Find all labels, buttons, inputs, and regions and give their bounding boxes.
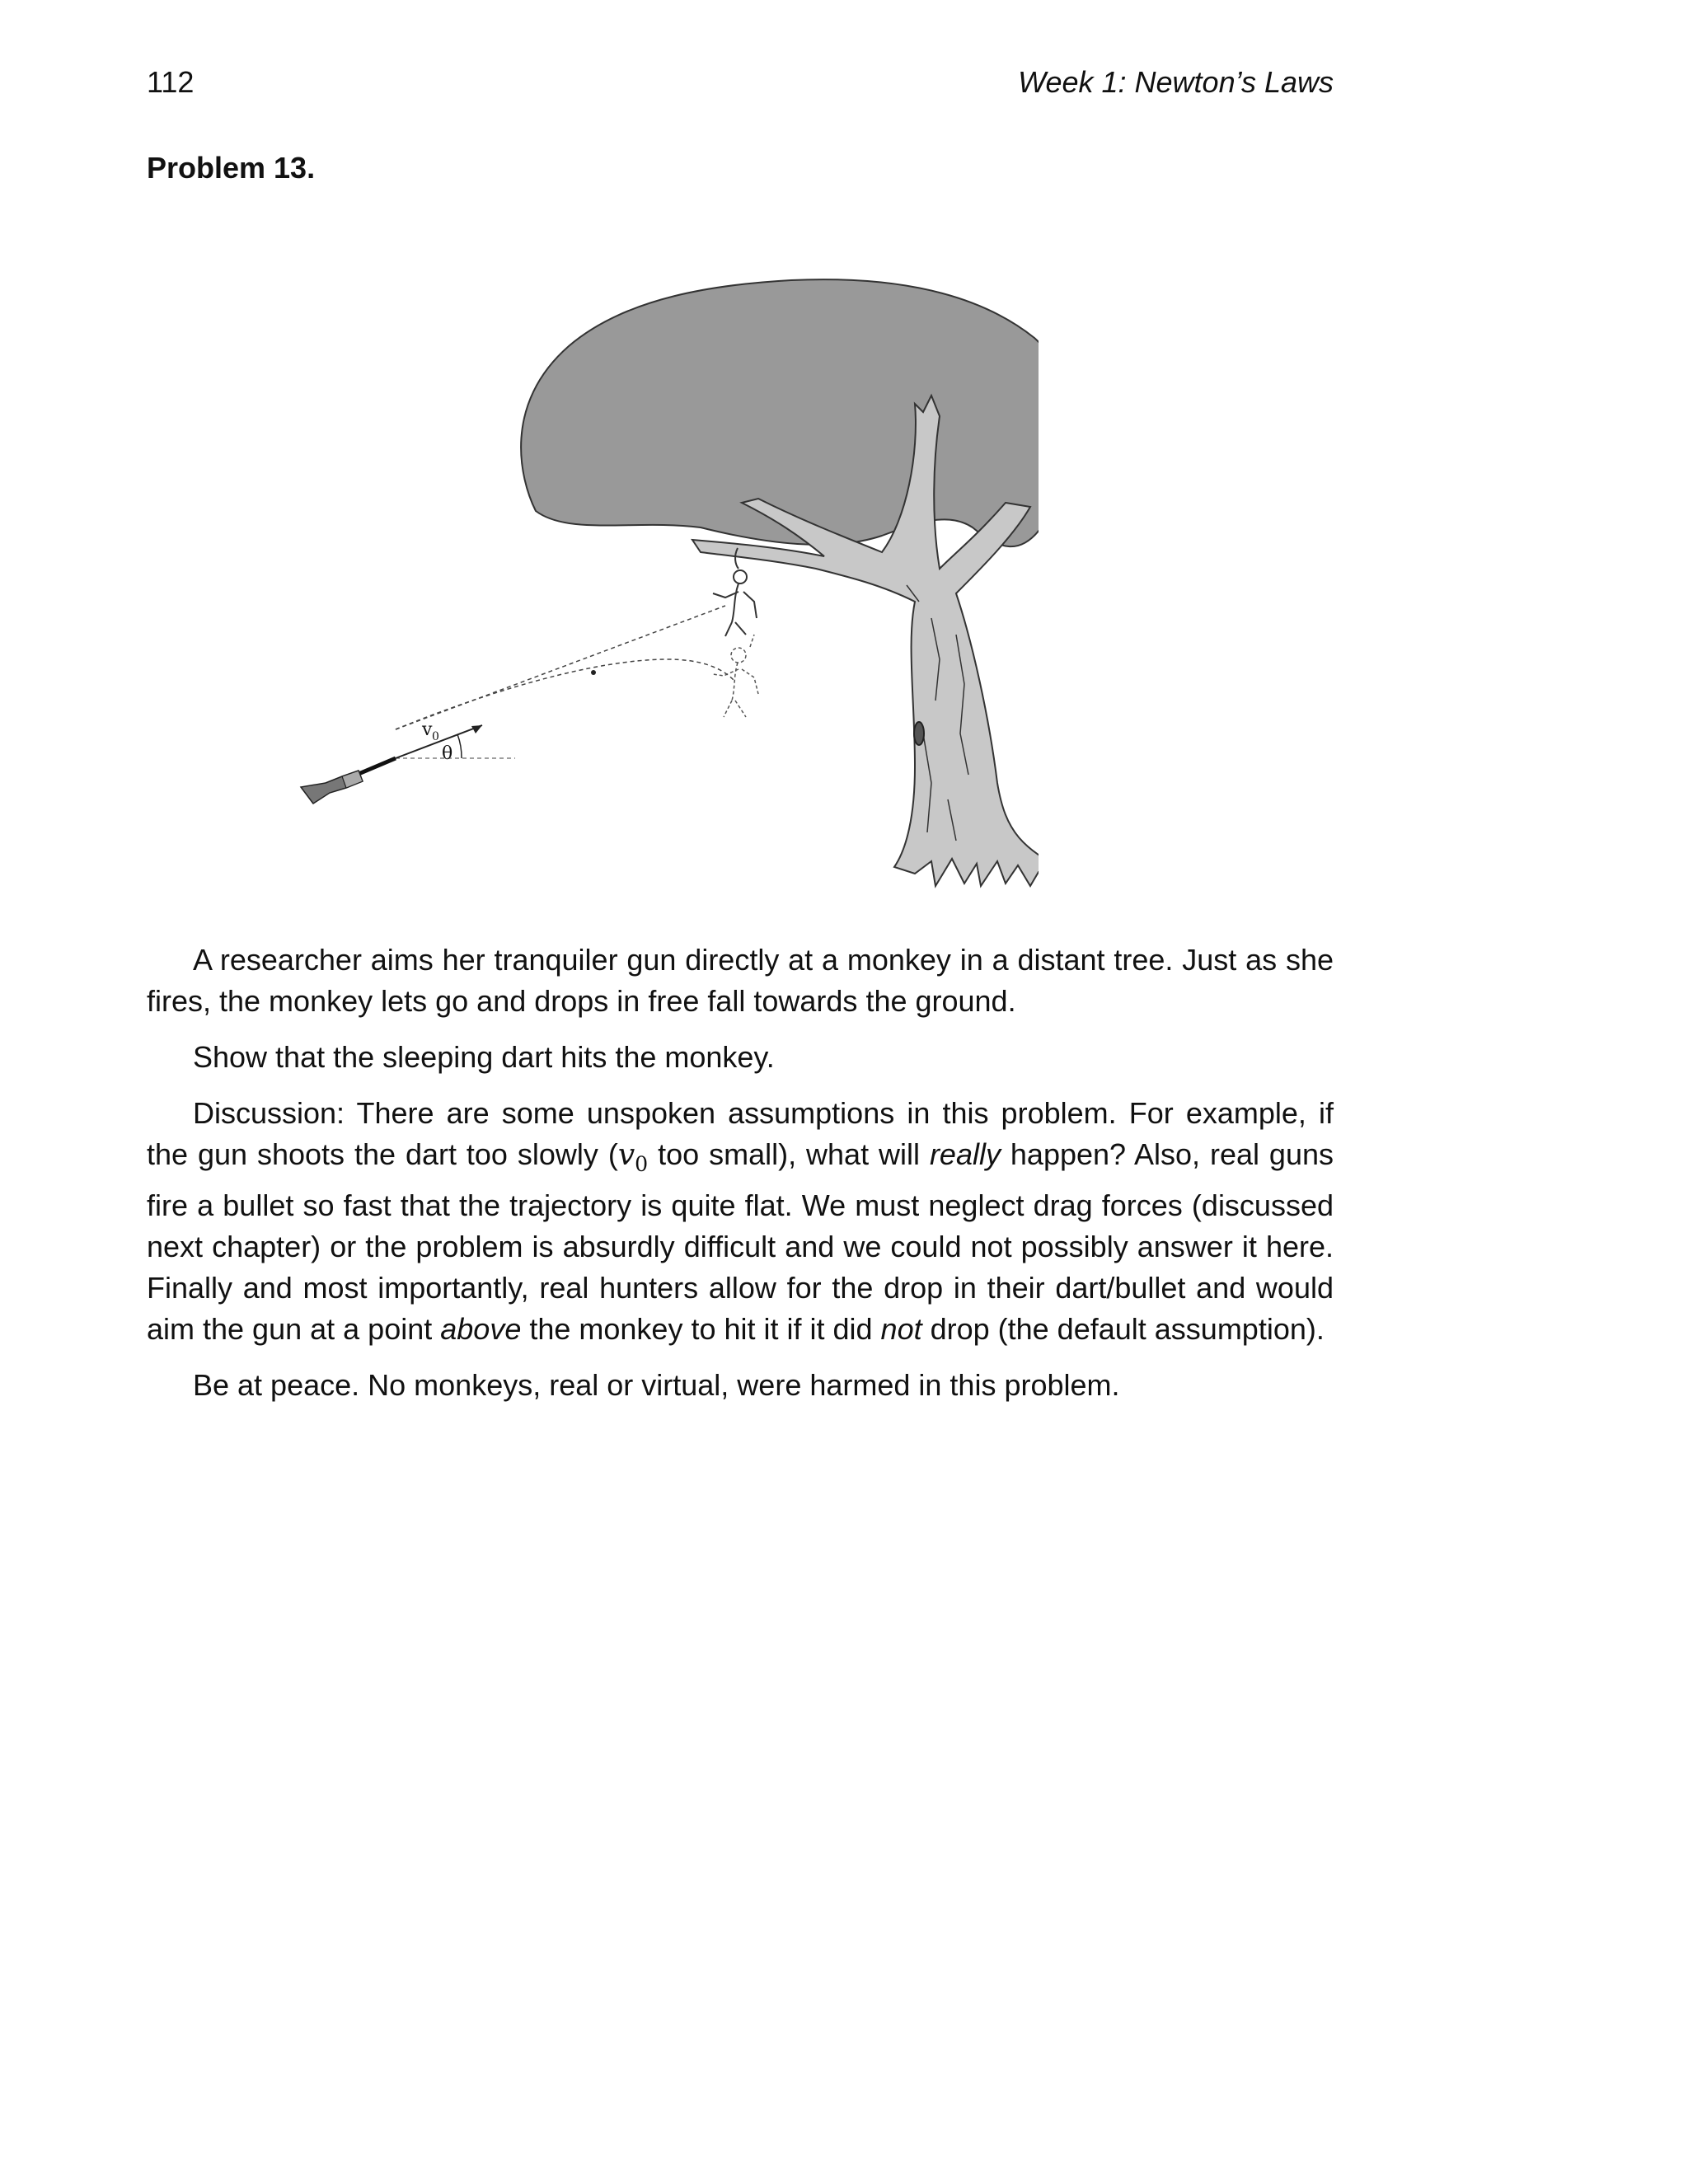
problem-title: Problem 13. <box>147 151 316 185</box>
trunk-knot <box>914 722 924 745</box>
paragraph-1: A researcher aims her tranquiler gun directly at a monkey in a distant tree. Just as she fires, the monkey lets go and drops in free fall towards the ground. <box>147 943 1334 1018</box>
page-number: 112 <box>147 65 195 99</box>
emphasis-not: not <box>880 1312 922 1347</box>
math-v0: $v_0$ <box>617 1138 649 1177</box>
discussion-text-1: Discussion: There are some unspoken assumptions in this problem. For example, if the gun shoots the dart too slowly ( <box>147 1096 1334 1171</box>
dart-trajectory <box>396 659 734 729</box>
monkey-tree-figure <box>280 272 1039 898</box>
running-head: Week 1: Newton’s Laws <box>1018 65 1334 99</box>
monkey-hanging <box>713 548 757 636</box>
discussion-text-2: too small), what will <box>648 1137 930 1171</box>
discussion-text-3: happen? Also, real guns fire a bullet so fast that the trajectory is quite flat. We must neglect drag forces (discussed next chapter) or the problem is absurdly difficult and we could not possibly answer it here. Finally and most importantly, real hunters allow for the drop in their dart/bullet and would aim the gun at a point <box>147 1137 1334 1347</box>
emphasis-really: really <box>929 1137 1001 1171</box>
monkey-falling <box>713 635 758 717</box>
discussion-text-4: the monkey to hit it if it did <box>521 1312 881 1347</box>
discussion-text-5: drop (the default assumption). <box>921 1312 1325 1347</box>
tranquilizer-gun <box>301 758 396 804</box>
angle-label: θ <box>442 743 453 764</box>
dart-position <box>591 670 596 675</box>
problem-text <box>147 940 1334 1421</box>
angle-arc <box>457 734 462 758</box>
paragraph-4: Be at peace. No monkeys, real or virtual, were harmed in this problem. <box>193 1368 1120 1403</box>
tree-canopy <box>521 279 1039 546</box>
velocity-subscript: 0 <box>432 730 439 743</box>
paragraph-3 <box>147 1093 1334 1350</box>
paragraph-2: Show that the sleeping dart hits the monkey. <box>193 1040 775 1074</box>
velocity-label: v <box>422 719 433 740</box>
emphasis-above: above <box>440 1312 522 1347</box>
